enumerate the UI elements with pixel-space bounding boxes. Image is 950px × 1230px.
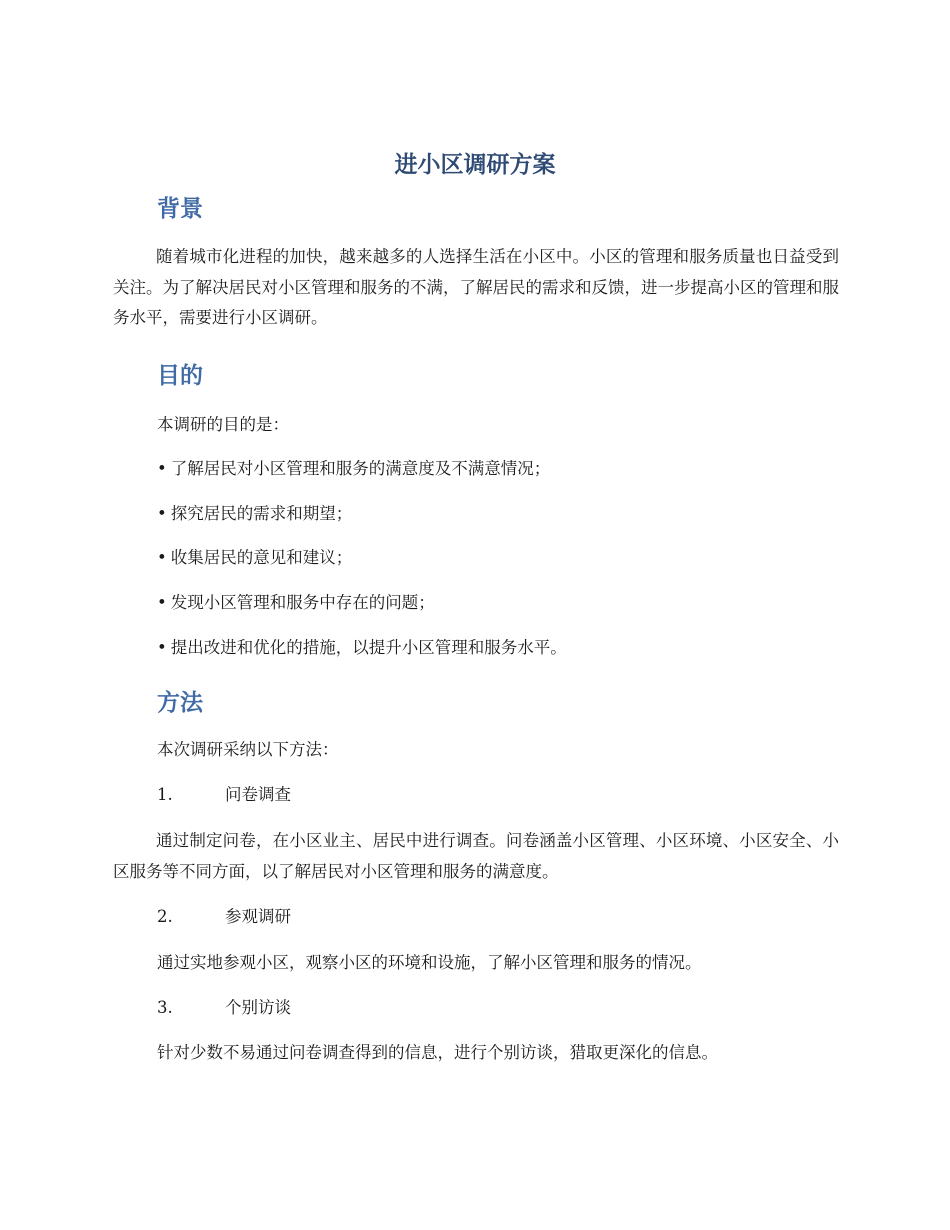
document-title: 进小区调研方案 xyxy=(394,152,556,178)
method-description-3: 针对少数不易通过问卷调查得到的信息，进行个别访谈，猎取更深化的信息。 xyxy=(157,1043,718,1062)
method-description-2: 通过实地参观小区，观察小区的环境和设施，了解小区管理和服务的情况。 xyxy=(157,953,702,972)
heading-purpose: 目的 xyxy=(157,363,203,389)
method-item-3 xyxy=(157,996,291,1020)
method-intro: 本次调研采纳以下方法： xyxy=(157,740,339,759)
purpose-item-text: 收集居民的意见和建议； xyxy=(170,548,353,567)
method-item-2 xyxy=(157,905,291,929)
purpose-item-text: 提出改进和优化的措施，以提升小区管理和服务水平。 xyxy=(170,638,567,657)
list-item xyxy=(157,636,567,660)
list-item xyxy=(157,457,550,481)
bullet-icon: • xyxy=(157,548,167,567)
heading-background: 背景 xyxy=(157,196,203,222)
item-number: 2. xyxy=(157,907,173,926)
bullet-icon: • xyxy=(157,459,167,478)
list-item xyxy=(157,502,352,526)
bullet-icon: • xyxy=(157,593,167,612)
item-number: 3. xyxy=(157,998,173,1017)
bullet-icon: • xyxy=(157,638,167,657)
item-label: 问卷调查 xyxy=(225,785,291,804)
method-item-1 xyxy=(157,783,291,807)
item-label: 个别访谈 xyxy=(225,998,291,1017)
background-paragraph: 随着城市化进程的加快，越来越多的人选择生活在小区中。小区的管理和服务质量也日益受到关注。为了解决居民对小区管理和服务的不满，了解居民的需求和反馈，进一步提高小区的管理和服务水平，需要进行小区调研。 xyxy=(113,247,839,327)
bullet-icon: • xyxy=(157,504,167,523)
list-item xyxy=(157,591,435,615)
purpose-item-text: 了解居民对小区管理和服务的满意度及不满意情况； xyxy=(170,459,551,478)
purpose-item-text: 探究居民的需求和期望； xyxy=(170,504,353,523)
item-number: 1. xyxy=(157,785,173,804)
purpose-item-text: 发现小区管理和服务中存在的问题； xyxy=(170,593,435,612)
list-item xyxy=(157,546,352,570)
method-description-1: 通过制定问卷，在小区业主、居民中进行调查。问卷涵盖小区管理、小区环境、小区安全、小区服务等不同方面，以了解居民对小区管理和服务的满意度。 xyxy=(113,831,839,881)
item-label: 参观调研 xyxy=(225,907,291,926)
purpose-intro: 本调研的目的是： xyxy=(157,415,289,434)
heading-method: 方法 xyxy=(157,690,203,716)
